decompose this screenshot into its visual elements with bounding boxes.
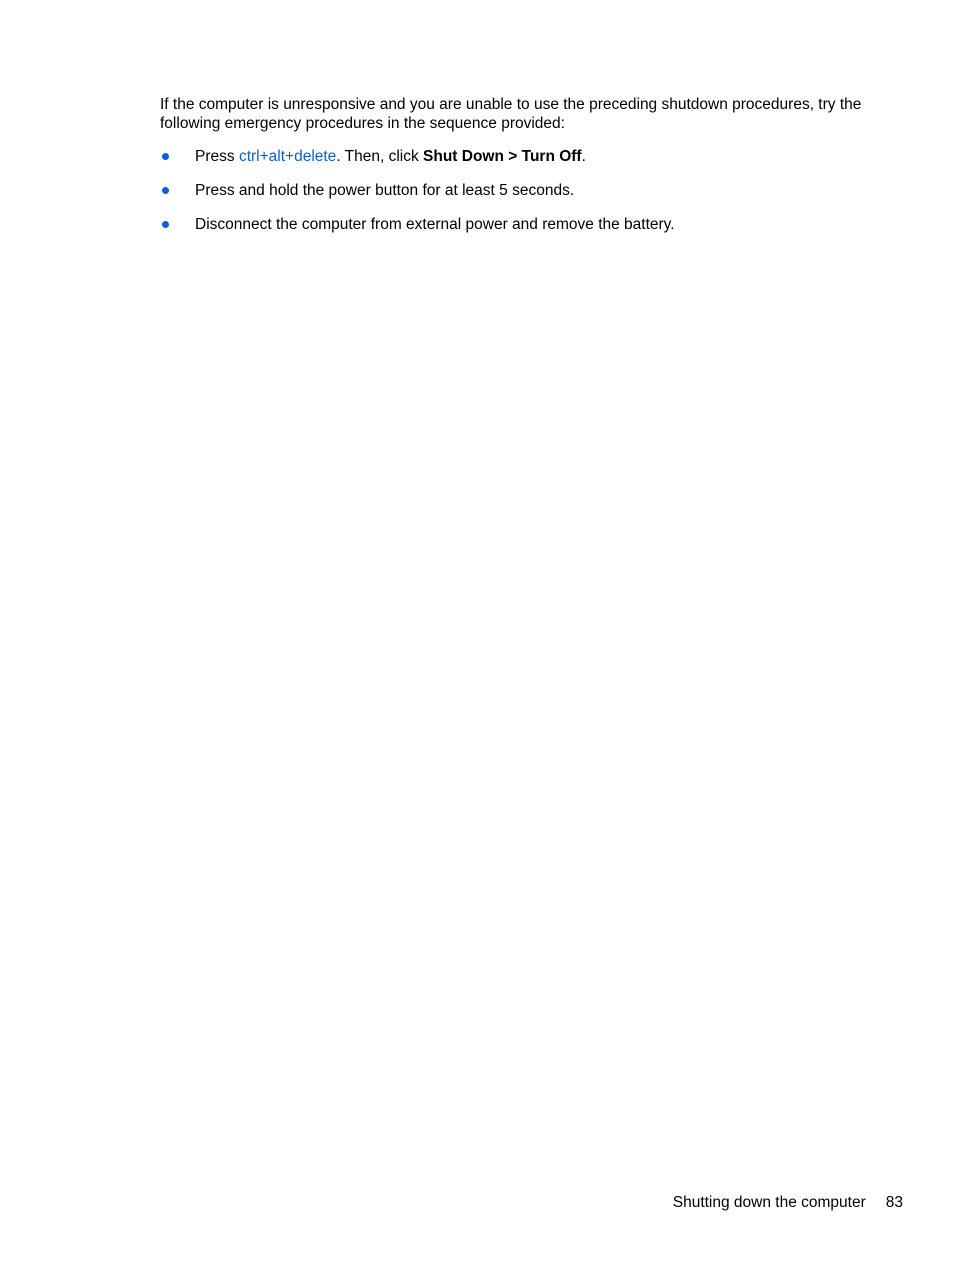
step-text-suffix: .	[581, 148, 586, 165]
list-item	[160, 181, 890, 200]
ctrl-alt-delete-link[interactable]: ctrl+alt+delete	[238, 148, 337, 165]
page-number: 83	[885, 1194, 903, 1211]
step-text: Press and hold the power button for at least 5 seconds.	[195, 182, 575, 199]
step-text-prefix: Press	[195, 148, 239, 165]
step-text: Disconnect the computer from external power and remove the battery.	[195, 216, 675, 233]
shut-down-turn-off-label: Shut Down > Turn Off	[423, 148, 582, 165]
page-footer	[673, 1193, 903, 1212]
footer-section-title: Shutting down the computer	[672, 1194, 866, 1211]
list-item	[160, 147, 890, 166]
emergency-steps-list	[160, 147, 890, 234]
step-text-middle: . Then, click	[336, 148, 424, 165]
bullet-icon	[162, 187, 169, 194]
list-item	[160, 215, 890, 234]
bullet-icon	[162, 153, 169, 160]
bullet-icon	[162, 221, 169, 228]
page-content	[160, 95, 890, 249]
intro-paragraph: If the computer is unresponsive and you are unable to use the preceding shutdown procedures, try the following emergency procedures in the sequence provided:	[160, 96, 862, 132]
